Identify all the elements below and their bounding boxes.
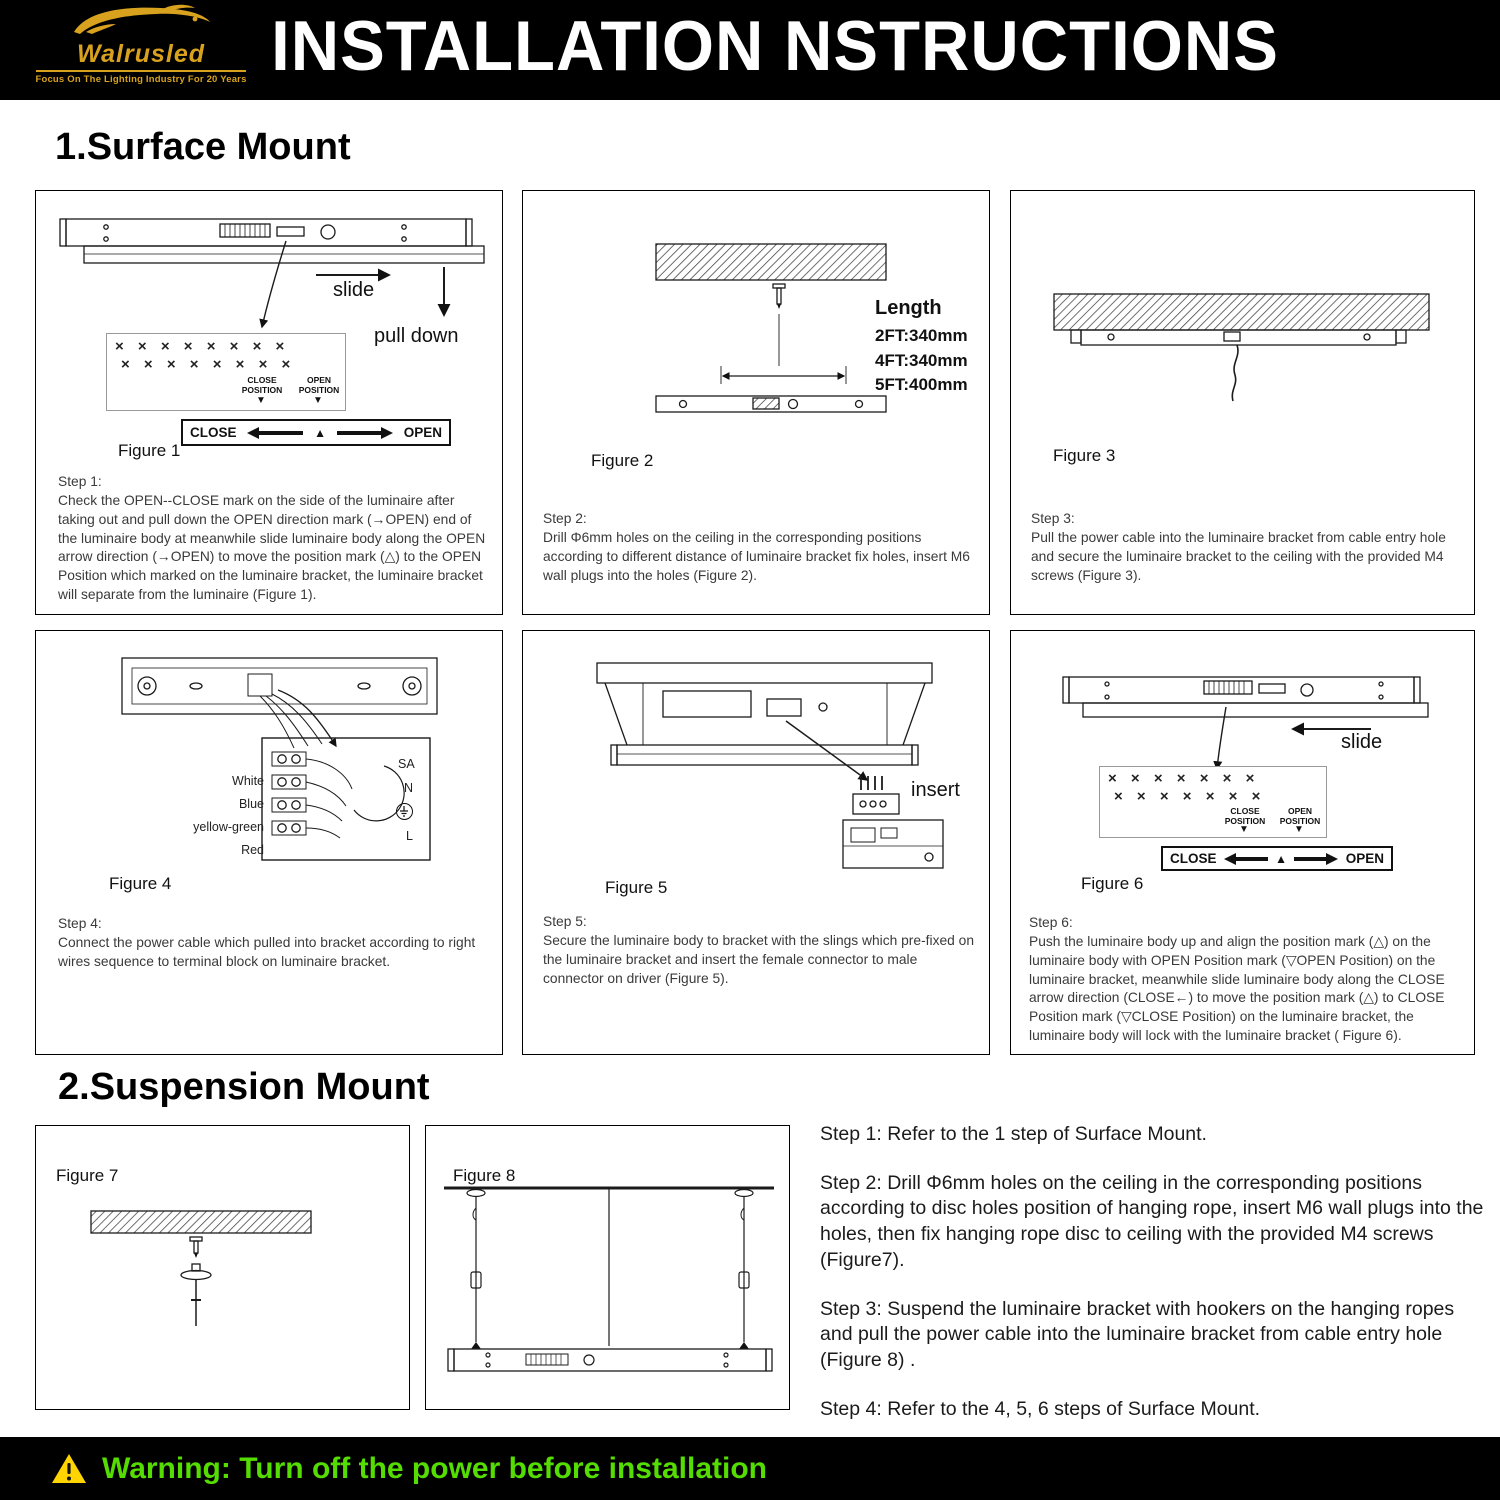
x-marks-row: × × × × × × × xyxy=(1108,770,1260,787)
figure6-drawing xyxy=(1019,661,1468,781)
open-label: OPEN xyxy=(403,425,442,440)
down-triangle-icon: ▼ xyxy=(1239,824,1249,835)
step6-title: Step 6: xyxy=(1029,915,1073,930)
section-heading-suspension-mount: 2.Suspension Mount xyxy=(58,1066,430,1108)
wire-label-blue: Blue xyxy=(238,797,264,811)
left-arrow-icon xyxy=(1224,853,1268,865)
figure8-caption: Figure 8 xyxy=(453,1166,516,1185)
figure4-panel xyxy=(35,630,503,1055)
figure7-drawing xyxy=(36,1186,411,1401)
step1-text: Check the OPEN--CLOSE mark on the side of the luminaire after taking out and pull down the OPEN direction mark (→OPEN) end of the luminaire body at meanwhile slide luminaire body along the OPEN arrow direction (→OPEN) to move the position mark (△) to the OPEN Position which marked on the luminaire bracket, the luminaire bracket will separate from the luminaire (Figure 1). xyxy=(58,493,486,602)
figure1-slide-label: slide xyxy=(333,279,375,301)
walrus-logo-icon xyxy=(66,2,216,42)
length-5ft: 5FT:400mm xyxy=(875,375,968,395)
figure6-bracket-plate xyxy=(1099,766,1327,838)
figure6-panel xyxy=(1010,630,1475,1055)
x-marks-row: × × × × × × × xyxy=(1114,788,1266,805)
up-triangle-icon: ▲ xyxy=(314,425,327,440)
figure7-caption: Figure 7 xyxy=(56,1166,119,1185)
left-arrow-icon xyxy=(247,427,303,439)
step5-title: Step 5: xyxy=(543,914,587,929)
warning-text: Warning: Turn off the power before installation xyxy=(102,1451,767,1485)
step6-text: Push the luminaire body up and align the position mark (△) on the luminaire body with OPEN Position mark (▽OPEN Position) on the luminaire bracket, meanwhile slide luminaire body along the CLOSE arrow direction (CLOSE←) to move the position mark (△) to CLOSE Position mark (▽CLOSE Position) on the luminaire bracket, the luminaire body will lock with the luminaire bracket ( Figure 6). xyxy=(1029,934,1445,1043)
suspension-step-1: Step 1: Refer to the 1 step of Surface Mount. xyxy=(820,1123,1207,1145)
warning-triangle-icon xyxy=(50,1452,88,1486)
figure3-caption: Figure 3 xyxy=(1053,446,1116,465)
x-marks-row: × × × × × × × × xyxy=(121,356,296,373)
length-title: Length xyxy=(875,297,942,319)
figure1-close-open-bar xyxy=(181,419,451,446)
figure1-drawing xyxy=(44,203,496,333)
suspension-steps xyxy=(820,1122,1485,1446)
close-label: CLOSE xyxy=(1170,851,1217,866)
logo-divider xyxy=(36,70,246,72)
suspension-step-3: Step 3: Suspend the luminaire bracket with hookers on the hanging ropes and pull the power cable into the luminaire bracket from cable entry hole (Figure 8) . xyxy=(820,1297,1455,1372)
wire-label-yellow-green: yellow-green xyxy=(193,820,264,834)
step2-title: Step 2: xyxy=(543,511,587,526)
page-title: INSTALLATION NSTRUCTIONS xyxy=(271,7,1279,86)
figure5-panel xyxy=(522,630,990,1055)
up-triangle-icon: ▲ xyxy=(1275,851,1288,866)
figure6-slide-label: slide xyxy=(1341,731,1383,753)
step3-text: Pull the power cable into the luminaire bracket from cable entry hole and secure the luminaire bracket to the ceiling with the provided M4 screws (Figure 3). xyxy=(1031,530,1446,583)
terminal-label-l: L xyxy=(406,829,413,843)
logo-tagline: Focus On The Lighting Industry For 20 Years xyxy=(35,74,247,85)
step5-text: Secure the luminaire body to bracket with the slings which pre-fixed on the luminaire bracket and insert the female connector to male connector on driver (Figure 5). xyxy=(543,933,974,986)
step4-title: Step 4: xyxy=(58,916,102,931)
warning-bar xyxy=(0,1437,1500,1500)
close-position-label: CLOSE POSITION xyxy=(241,375,283,395)
open-position-label: OPEN POSITION xyxy=(298,375,340,395)
figure2-caption: Figure 2 xyxy=(591,451,654,470)
figure7-panel xyxy=(35,1125,410,1410)
figure5-caption: Figure 5 xyxy=(605,878,668,897)
right-arrow-icon xyxy=(1294,853,1338,865)
figure1-pull-down-label: pull down xyxy=(374,325,459,347)
length-2ft: 2FT:340mm xyxy=(875,326,968,345)
close-label: CLOSE xyxy=(190,425,237,440)
suspension-step-4: Step 4: Refer to the 4, 5, 6 steps of Surface Mount. xyxy=(820,1397,1261,1420)
figure1-panel xyxy=(35,190,503,615)
figure6-caption: Figure 6 xyxy=(1081,874,1144,893)
figure4-caption: Figure 4 xyxy=(109,874,172,893)
figure6-close-open-bar xyxy=(1161,846,1393,871)
figure5-insert-label: insert xyxy=(911,779,960,801)
step4-text: Connect the power cable which pulled into bracket according to right wires sequence to terminal block on luminaire bracket. xyxy=(58,935,476,969)
wire-label-white: White xyxy=(232,774,264,788)
down-triangle-icon: ▼ xyxy=(1294,824,1304,835)
figure1-caption: Figure 1 xyxy=(118,441,181,460)
figure8-panel xyxy=(425,1125,790,1410)
open-position-label: OPEN POSITION xyxy=(1279,806,1321,826)
logo-text: Walrusled xyxy=(76,40,206,68)
length-4ft: 4FT:340mm xyxy=(875,350,968,370)
step1-title: Step 1: xyxy=(58,474,102,489)
header xyxy=(0,0,1500,100)
wire-label-red: Red xyxy=(241,843,264,857)
earth-ground-icon xyxy=(396,803,413,820)
right-arrow-icon xyxy=(337,427,393,439)
figure1-bracket-plate xyxy=(106,333,346,411)
down-triangle-icon: ▼ xyxy=(313,395,323,406)
suspension-step-2: Step 2: Drill Φ6mm holes on the ceiling in the corresponding positions according to disc holes position of hanging rope, insert M6 wall plugs into the holes, then fix hanging rope disc to ceiling with the provided M4 screws (Figure7). xyxy=(820,1171,1484,1271)
figure2-panel xyxy=(522,190,990,615)
terminal-label-sa: SA xyxy=(398,757,415,771)
figure5-drawing xyxy=(531,649,983,874)
step3-title: Step 3: xyxy=(1031,511,1075,526)
step2-text: Drill Φ6mm holes on the ceiling in the corresponding positions according to different distance of luminaire bracket fix holes, insert M6 wall plugs into the holes (Figure 2). xyxy=(543,530,970,583)
figure8-drawing xyxy=(426,1156,791,1406)
close-position-label: CLOSE POSITION xyxy=(1224,806,1266,826)
figure4-drawing xyxy=(44,646,496,866)
open-label: OPEN xyxy=(1345,851,1384,866)
figure3-drawing xyxy=(1019,286,1468,436)
figure3-panel xyxy=(1010,190,1475,615)
figure2-length-block xyxy=(875,297,968,398)
section-heading-surface-mount: 1.Surface Mount xyxy=(55,126,351,168)
brand-logo xyxy=(16,2,266,85)
down-triangle-icon: ▼ xyxy=(256,395,266,406)
x-marks-row: × × × × × × × × xyxy=(115,338,290,355)
terminal-label-n: N xyxy=(404,781,414,795)
